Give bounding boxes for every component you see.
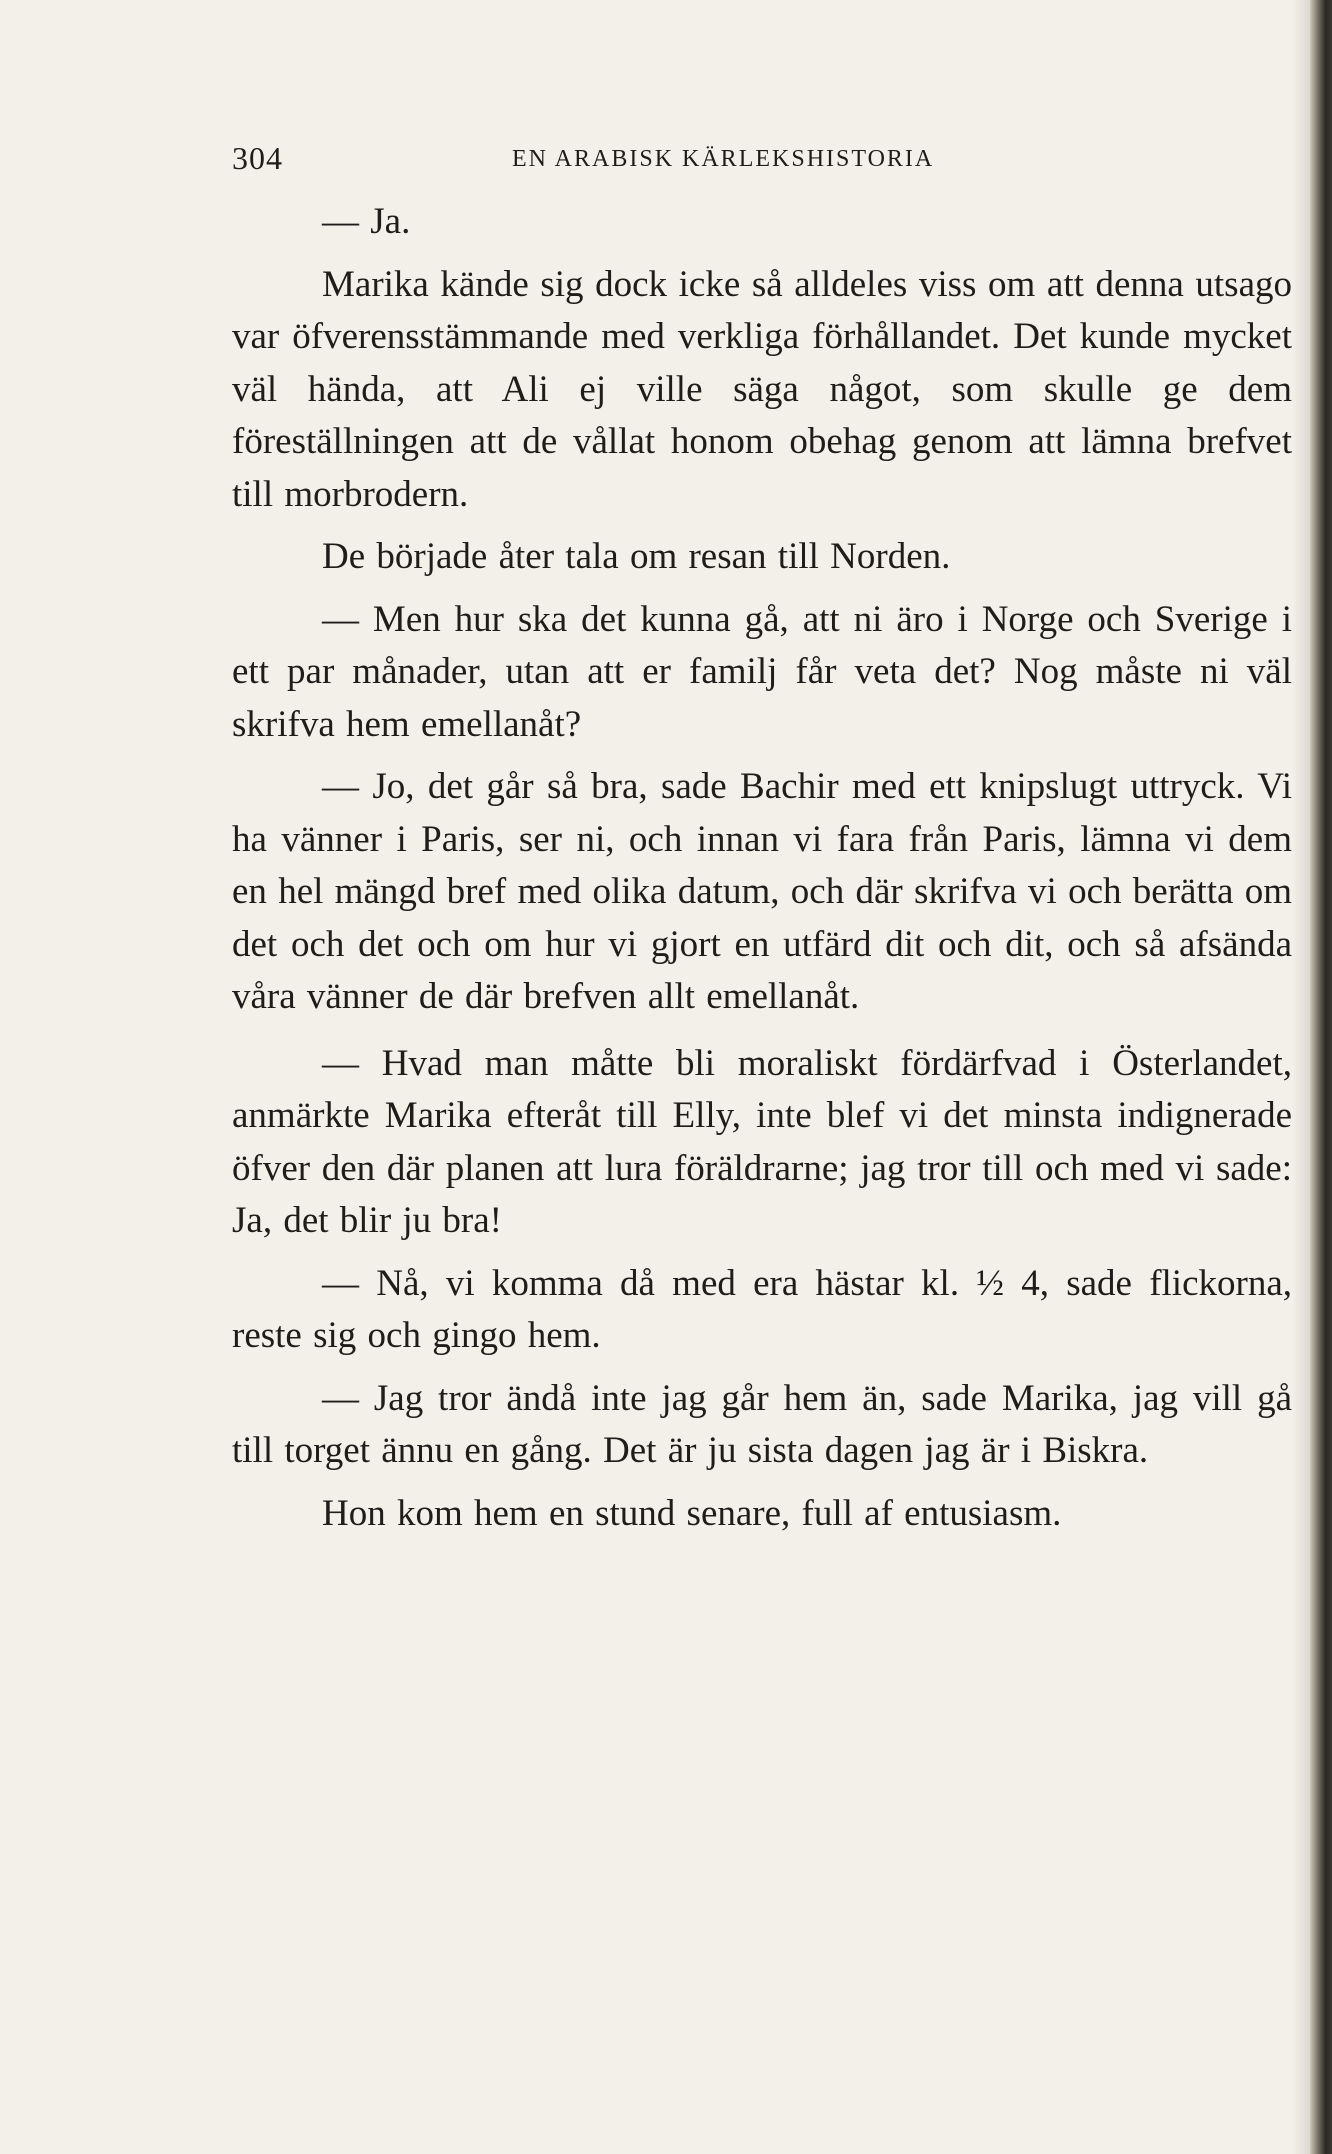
paragraph: Marika kände sig dock icke så alldeles viss om att denna utsago var öfverensstämmande med verkliga förhållandet. Det kunde mycket väl hända, att Ali ej ville säga något, som skulle ge dem föreställningen att de vållat honom obehag genom att lämna brefvet till morbrodern. — [232, 263, 1292, 515]
paragraph: — Jag tror ändå inte jag går hem än, sade Marika, jag vill gå till torget ännu en gång. Det är ju sista dagen jag är i Biskra. — [232, 1377, 1292, 1471]
paragraph: — Men hur ska det kunna gå, att ni äro i Norge och Sverige i ett par månader, utan att er familj får veta det? Nog måste ni väl skrifva hem emellanåt? — [232, 598, 1292, 745]
page-number: 304 — [232, 140, 283, 176]
paragraph: — Nå, vi komma då med era hästar kl. ½ 4, sade flickorna, reste sig och gingo hem. — [232, 1262, 1292, 1356]
running-title: EN ARABISK KÄRLEKSHISTORIA — [512, 146, 935, 172]
running-header — [232, 140, 1027, 180]
paragraph: — Ja. — [322, 201, 411, 242]
page-edge — [1310, 0, 1332, 2154]
paragraph: De började åter tala om resan till Norden. — [322, 536, 951, 577]
paragraph: — Hvad man måtte bli moraliskt fördärfvad i Österlandet, anmärkte Marika efteråt till Elly, inte blef vi det minsta indignerade öfver den där planen att lura föräldrarne; jag tror till och med vi sade: Ja, det blir ju bra! — [232, 1042, 1292, 1241]
paragraph: Hon kom hem en stund senare, full af entusiasm. — [322, 1492, 1062, 1534]
paragraph: — Jo, det går så bra, sade Bachir med ett knipslugt uttryck. Vi ha vänner i Paris, ser ni, och innan vi fara från Paris, lämna vi dem en hel mängd bref med olika datum, och där skrifva vi och berätta om det och det och om hur vi gjort en utfärd dit och dit, och så afsända våra vänner de där brefven allt emellanåt. — [232, 766, 1292, 1017]
binding-shadow — [1292, 0, 1310, 2154]
body-text — [232, 196, 1292, 1540]
